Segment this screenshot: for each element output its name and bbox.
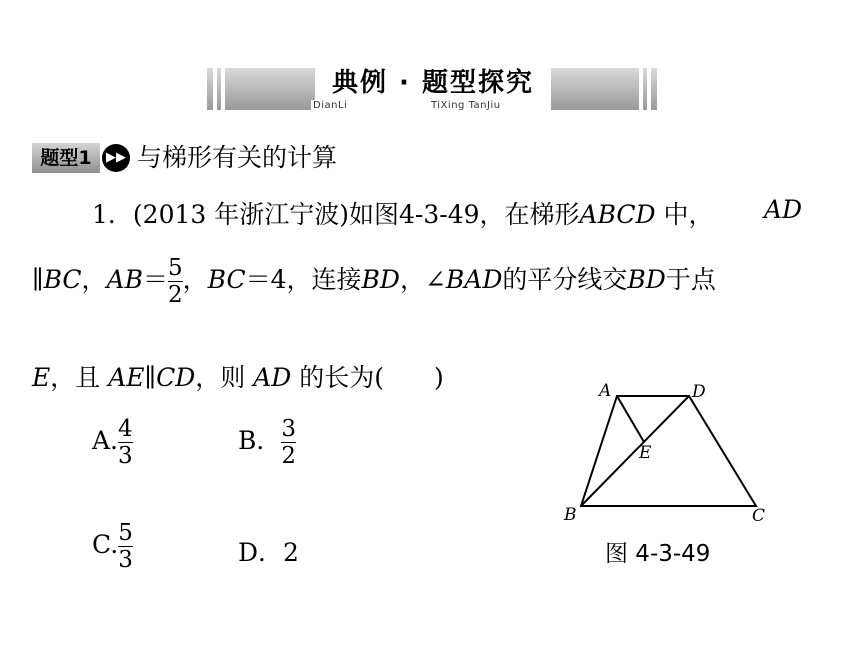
text-bisector: 的平分线交 [502,265,628,294]
problem-source: (2013 年浙江宁波)如图4-3-49，在梯形 [132,200,580,229]
comma: ， [182,265,208,294]
var-bc: BC [207,265,246,294]
option-c-label: C. [92,530,119,559]
var-bad: BAD [445,265,503,294]
fraction-numerator: 3 [281,416,297,442]
option-c[interactable] [92,520,133,573]
fraction-numerator: 5 [168,255,183,281]
option-a-fraction [118,416,133,469]
parallel-symbol: ∥ [144,363,157,392]
var-abcd: ABCD [579,200,656,229]
equals: ＝ [142,265,168,294]
label-d: D [692,382,706,402]
question-type-badge: 题型1 [32,143,100,173]
fraction-denominator: 3 [118,443,133,469]
var-bc: BC [43,265,82,294]
option-d[interactable]: D．2 [238,538,299,567]
fraction-denominator: 2 [281,443,297,469]
option-b-fraction [281,416,296,469]
label-b: B [564,505,577,525]
text-bc-value: ＝4，连接 [245,265,362,294]
segment-ae [617,396,644,442]
option-a-label: A. [92,426,119,455]
figure-caption: 图 4-3-49 [605,541,711,567]
text-at-point: 于点 [665,265,716,294]
var-bd: BD [627,265,666,294]
fraction-denominator: 2 [168,282,183,308]
fast-forward-icon: ▶▶ [102,144,130,172]
text-and: ，且 [50,363,109,392]
problem-line-2 [32,255,716,308]
banner-title: 典例 · 题型探究 [315,69,551,97]
trapezoid-figure [550,375,780,530]
var-bd: BD [361,265,400,294]
var-ad: AD [253,363,292,392]
fraction-numerator: 5 [118,520,133,546]
problem-line-3 [32,358,444,394]
var-cd: CD [156,363,196,392]
option-b[interactable] [238,416,296,469]
fraction-ab [168,255,183,308]
banner-pinyin-right: TiXing TanJiu [431,100,501,111]
text-length: 的长为( ) [291,363,444,392]
parallel-symbol: ∥ [32,265,44,294]
label-a: A [599,381,612,401]
problem-number: 1． [92,200,133,229]
var-ad: AD [764,195,803,224]
option-b-label: B． [238,426,282,455]
trapezoid-abcd [581,396,756,506]
figure-lines [581,396,756,506]
angle-symbol: ，∠ [399,265,446,294]
banner-pinyin-left: DianLi [313,100,348,111]
comma: ， [81,265,107,294]
text-then: ，则 [195,363,254,392]
option-c-fraction [118,520,133,573]
option-a[interactable] [92,416,133,469]
var-ae: AE [108,363,145,392]
problem-line-1 [92,195,714,231]
var-e: E [32,363,51,392]
text-in: 中， [655,200,714,229]
fraction-denominator: 3 [118,547,133,573]
section-banner [207,64,657,114]
label-e: E [639,443,652,463]
var-ab: AB [106,265,143,294]
fraction-numerator: 4 [118,416,133,442]
label-c: C [752,506,766,526]
section-title: 与梯形有关的计算 [137,143,338,172]
diagonal-bd [581,396,689,506]
